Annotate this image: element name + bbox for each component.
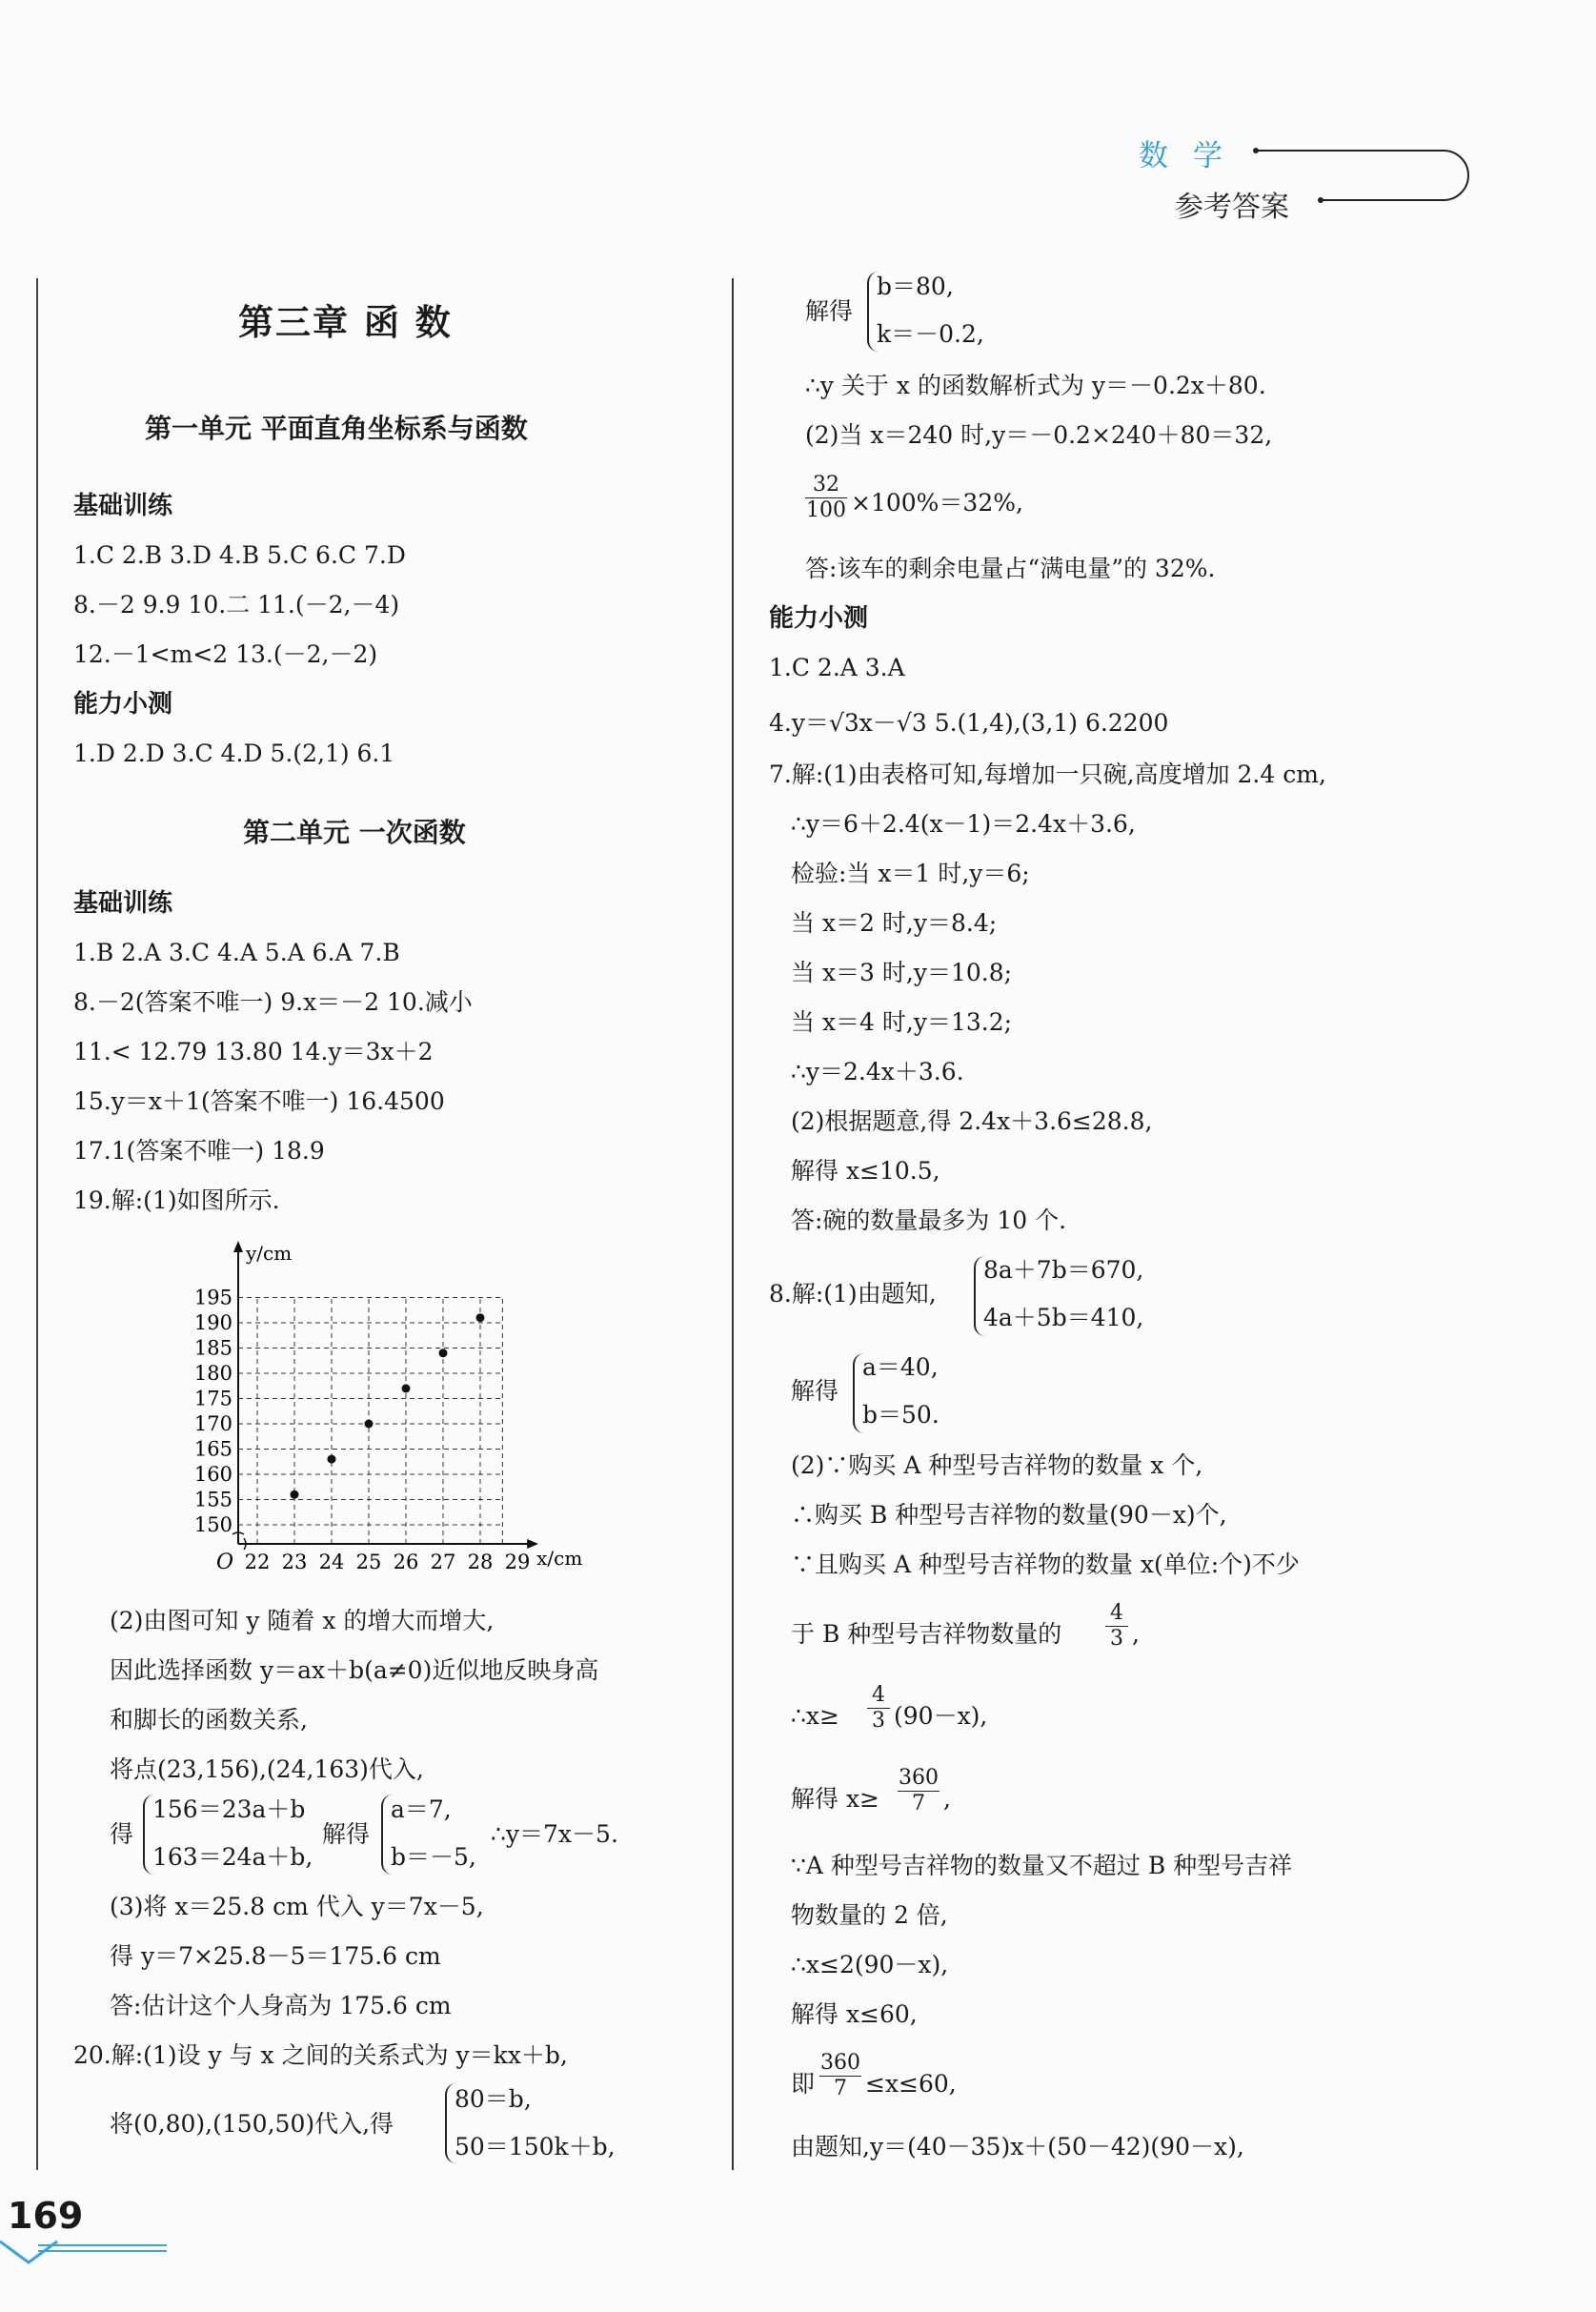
x-tick-label: 26 xyxy=(393,1551,419,1573)
f43-num: 4 xyxy=(1110,1601,1123,1625)
data-point xyxy=(291,1491,299,1499)
x-tick-label: 28 xyxy=(467,1551,494,1573)
r-frac-360-7b xyxy=(819,2053,861,2099)
data-point xyxy=(476,1313,485,1322)
r-line29-pre: 即 xyxy=(791,2070,816,2098)
sys1-sol-b: b＝－5, xyxy=(391,1843,476,1871)
r-frac-4-3b xyxy=(867,1685,890,1732)
u1-basic-heading: 基础训练 xyxy=(73,492,173,520)
unit1-title: 第一单元 平面直角坐标系与函数 xyxy=(145,413,528,444)
u2-line3: 11.< 12.79 13.80 14.y＝3x＋2 xyxy=(73,1038,434,1065)
page-number: 169 xyxy=(8,2195,84,2237)
f360b-den: 7 xyxy=(834,2077,847,2100)
unit2-title: 第二单元 一次函数 xyxy=(243,817,466,848)
u2-line5: 17.1(答案不唯一) 18.9 xyxy=(73,1137,325,1165)
r-sys3-a: 8a＋7b＝670, xyxy=(983,1256,1144,1284)
r-line1: ∴y 关于 x 的函数解析式为 y＝－0.2x＋80. xyxy=(805,372,1266,399)
r-line13: ∴y＝2.4x＋3.6. xyxy=(791,1058,964,1085)
x-axis-label: x/cm xyxy=(536,1547,583,1570)
data-point xyxy=(328,1455,336,1464)
r-frac-32-100 xyxy=(805,475,847,521)
r-sol-pre: 解得 xyxy=(805,297,854,325)
y-tick-label: 185 xyxy=(193,1336,232,1360)
y-tick-label: 160 xyxy=(193,1463,232,1486)
u2-line1: 1.B 2.A 3.C 4.A 5.A 6.A 7.B xyxy=(73,939,400,966)
r-sol-a: b＝80, xyxy=(877,273,954,300)
p20-line-a: 20.解:(1)设 y 与 x 之间的关系式为 y＝kx＋b, xyxy=(73,2041,568,2069)
p2-line-b: 因此选择函数 y＝ax＋b(a≠0)近似地反映身高 xyxy=(110,1656,599,1684)
p20-line-b: 将(0,80),(150,50)代入,得 xyxy=(110,2110,394,2138)
x-tick-label: 25 xyxy=(355,1551,382,1573)
y-tick-label: 155 xyxy=(193,1488,232,1511)
r-line22-post: , xyxy=(1132,1620,1140,1648)
u2-basic-heading: 基础训练 xyxy=(73,889,173,918)
r-line14: (2)根据题意,得 2.4x＋3.6≤28.8, xyxy=(791,1107,1153,1135)
r-frac-360-7 xyxy=(898,1768,939,1815)
r-line8: ∴y＝6＋2.4(x－1)＝2.4x＋3.6, xyxy=(791,810,1136,838)
sys1-post: ∴y＝7x－5. xyxy=(491,1820,618,1848)
u1-line1: 1.C 2.B 3.D 4.B 5.C 6.C 7.D xyxy=(73,541,406,569)
y-axis-arrow xyxy=(233,1241,243,1252)
r-line19: (2)∵购买 A 种型号吉祥物的数量 x 个, xyxy=(791,1451,1203,1479)
u2-line2: 8.－2(答案不唯一) 9.x＝－2 10.减小 xyxy=(73,988,473,1016)
x-tick-label: 27 xyxy=(430,1551,456,1573)
f360-num: 360 xyxy=(899,1766,939,1790)
r-line20: ∴购买 B 种型号吉祥物的数量(90－x)个, xyxy=(791,1501,1227,1529)
x-tick-label: 24 xyxy=(318,1551,345,1573)
y-tick-label: 190 xyxy=(193,1311,232,1334)
r-line12: 当 x＝4 时,y＝13.2; xyxy=(791,1008,1013,1036)
r-sys3-b: 4a＋5b＝410, xyxy=(983,1304,1144,1331)
sys1-pre: 得 xyxy=(110,1820,134,1848)
y-tick-label: 150 xyxy=(193,1513,232,1536)
r-line28: 解得 x≤60, xyxy=(791,2000,918,2028)
r-line30: 由题知,y＝(40－35)x＋(50－42)(90－x), xyxy=(791,2133,1244,2160)
r-line23-pre: ∴x≥ xyxy=(791,1702,839,1730)
p3-line-b: 得 y＝7×25.8－5＝175.6 cm xyxy=(110,1942,441,1970)
p2-line-c: 和脚长的函数关系, xyxy=(110,1706,308,1734)
left-margin-line xyxy=(36,278,38,2170)
r-line24-post: , xyxy=(943,1785,951,1813)
r-frac-4-3 xyxy=(1105,1603,1128,1650)
r-line24-pre: 解得 x≥ xyxy=(791,1785,879,1813)
data-point xyxy=(439,1349,448,1357)
p2-line-d: 将点(23,156),(24,163)代入, xyxy=(110,1755,424,1783)
r-line22-pre: 于 B 种型号吉祥物数量的 xyxy=(791,1620,1062,1648)
x-tick-label: 22 xyxy=(244,1551,271,1573)
x-tick-label: 29 xyxy=(504,1551,531,1573)
y-tick-label: 180 xyxy=(193,1362,232,1385)
r-line18-pre: 解得 xyxy=(791,1377,839,1405)
u1-ability-heading: 能力小测 xyxy=(73,690,173,719)
r-line23-post: (90－x), xyxy=(894,1702,988,1730)
column-divider xyxy=(732,278,734,2170)
u1-line4: 1.D 2.D 3.C 4.D 5.(2,1) 6.1 xyxy=(73,740,395,767)
f360-den: 7 xyxy=(912,1792,925,1815)
r-line26: 物数量的 2 倍, xyxy=(791,1901,948,1929)
y-axis-label: y/cm xyxy=(246,1242,293,1265)
chapter-title: 第三章 函 数 xyxy=(238,302,453,343)
header-decoration xyxy=(1248,143,1496,210)
r-line10: 当 x＝2 时,y＝8.4; xyxy=(791,909,998,937)
u1-line2: 8.－2 9.9 10.二 11.(－2,－4) xyxy=(73,591,400,619)
r-line5: 1.C 2.A 3.A xyxy=(769,654,905,681)
sys2-eq-b: 50＝150k＋b, xyxy=(455,2133,616,2160)
sys1-eq-b: 163＝24a＋b, xyxy=(152,1843,313,1871)
scatter-chart xyxy=(181,1239,610,1582)
f43-den: 3 xyxy=(1110,1627,1123,1651)
r-line16: 答:碗的数量最多为 10 个. xyxy=(791,1207,1067,1234)
r-line11: 当 x＝3 时,y＝10.8; xyxy=(791,959,1013,986)
u1-line3: 12.－1<m<2 13.(－2,－2) xyxy=(73,640,378,668)
u2-line6: 19.解:(1)如图所示. xyxy=(73,1186,280,1214)
sys1-eq-a: 156＝23a＋b xyxy=(152,1795,306,1823)
r-line21: ∵且购买 A 种型号吉祥物的数量 x(单位:个)不少 xyxy=(791,1551,1300,1578)
sys2-eq-a: 80＝b, xyxy=(455,2085,532,2113)
r-ability-heading: 能力小测 xyxy=(769,604,869,633)
f360b-num: 360 xyxy=(820,2051,860,2075)
data-point xyxy=(402,1384,411,1392)
origin-label: O xyxy=(215,1551,234,1574)
y-tick-label: 165 xyxy=(193,1437,232,1461)
y-tick-label: 170 xyxy=(193,1412,232,1435)
r-line7: 7.解:(1)由表格可知,每增加一只碗,高度增加 2.4 cm, xyxy=(769,761,1326,788)
r-line2: (2)当 x＝240 时,y＝－0.2×240＋80＝32, xyxy=(805,421,1273,449)
p3-line-c: 答:估计这个人身高为 175.6 cm xyxy=(110,1992,452,2019)
r-frac-num: 32 xyxy=(813,473,839,497)
r-line6: 4.y＝√3x－√3 5.(1,4),(3,1) 6.2200 xyxy=(769,709,1169,737)
r-line17-pre: 8.解:(1)由题知, xyxy=(769,1280,937,1308)
r-line9: 检验:当 x＝1 时,y＝6; xyxy=(791,860,1030,887)
p2-line-a: (2)由图可知 y 随着 x 的增大而增大, xyxy=(110,1607,495,1634)
x-tick-label: 23 xyxy=(281,1551,308,1573)
y-tick-label: 195 xyxy=(193,1286,232,1309)
r-line29-post: ≤x≤60, xyxy=(865,2070,957,2098)
r-sys4-b: b＝50. xyxy=(862,1401,939,1429)
r-line15: 解得 x≤10.5, xyxy=(791,1157,940,1185)
r-sol-b: k＝－0.2, xyxy=(877,320,984,348)
r-line4: 答:该车的剩余电量占“满电量”的 32%. xyxy=(805,555,1216,582)
page-number-decoration xyxy=(0,2238,172,2276)
y-tick-label: 175 xyxy=(193,1387,232,1410)
u2-line4: 15.y＝x＋1(答案不唯一) 16.4500 xyxy=(73,1087,445,1115)
r-sys4-a: a＝40, xyxy=(862,1353,939,1381)
r-line3-rest: ×100%＝32%, xyxy=(851,489,1023,517)
r-line27: ∴x≤2(90－x), xyxy=(791,1951,949,1978)
f43b-den: 3 xyxy=(872,1709,885,1733)
sys1-mid: 解得 xyxy=(322,1820,371,1848)
r-line25: ∵A 种型号吉祥物的数量又不超过 B 种型号吉祥 xyxy=(791,1852,1293,1879)
header-subtitle: 参考答案 xyxy=(1175,191,1289,224)
data-point xyxy=(365,1420,374,1429)
sys1-sol-a: a＝7, xyxy=(391,1795,452,1823)
r-frac-den: 100 xyxy=(806,498,846,522)
p3-line-a: (3)将 x＝25.8 cm 代入 y＝7x－5, xyxy=(110,1893,484,1920)
header-subject: 数学 xyxy=(1139,139,1247,173)
f43b-num: 4 xyxy=(872,1683,885,1707)
